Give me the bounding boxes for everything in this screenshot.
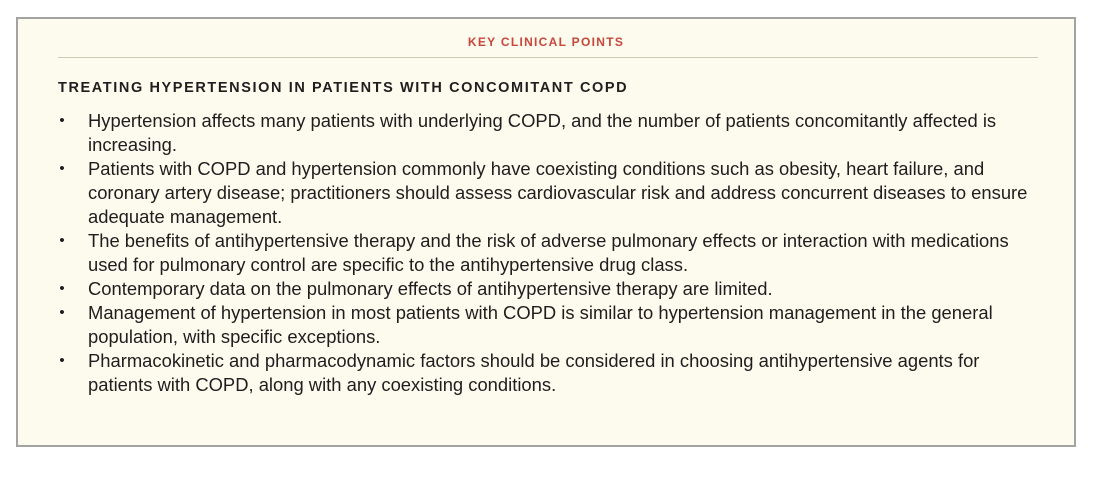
key-point-item (56, 229, 1046, 277)
key-point-item (56, 157, 1046, 229)
key-point-text: Pharmacokinetic and pharmacodynamic factors should be considered in choosing antihypertensive agents for patients with COPD, along with any coexisting conditions. (88, 350, 980, 395)
key-point-item (56, 349, 1046, 397)
bullet-icon: • (59, 280, 65, 297)
bullet-icon: • (59, 352, 65, 369)
key-point-item (56, 301, 1046, 349)
bullet-icon: • (59, 232, 65, 249)
key-point-item (56, 109, 1046, 157)
box-heading: TREATING HYPERTENSION IN PATIENTS WITH CONCOMITANT COPD (58, 80, 629, 96)
bullet-icon: • (59, 304, 65, 321)
bullet-icon: • (59, 112, 65, 129)
bullet-icon: • (59, 160, 65, 177)
key-clinical-points-box (16, 17, 1076, 447)
key-point-text: Hypertension affects many patients with underlying COPD, and the number of patients concomitantly affected is increasing. (88, 110, 997, 155)
key-point-item (56, 277, 1046, 301)
key-point-text: Patients with COPD and hypertension commonly have coexisting conditions such as obesity, heart failure, and coronary artery disease; practitioners should assess cardiovascular risk and address concurrent diseases to ensure adequate management. (88, 158, 1028, 227)
key-points-list (56, 109, 1046, 397)
box-kicker: KEY CLINICAL POINTS (467, 35, 625, 49)
header-divider (58, 57, 1038, 58)
key-point-text: Management of hypertension in most patients with COPD is similar to hypertension management in the general population, with specific exceptions. (88, 302, 993, 347)
key-point-text: The benefits of antihypertensive therapy and the risk of adverse pulmonary effects or interaction with medications used for pulmonary control are specific to the antihypertensive drug class. (88, 230, 1009, 275)
key-point-text: Contemporary data on the pulmonary effects of antihypertensive therapy are limited. (88, 278, 773, 299)
